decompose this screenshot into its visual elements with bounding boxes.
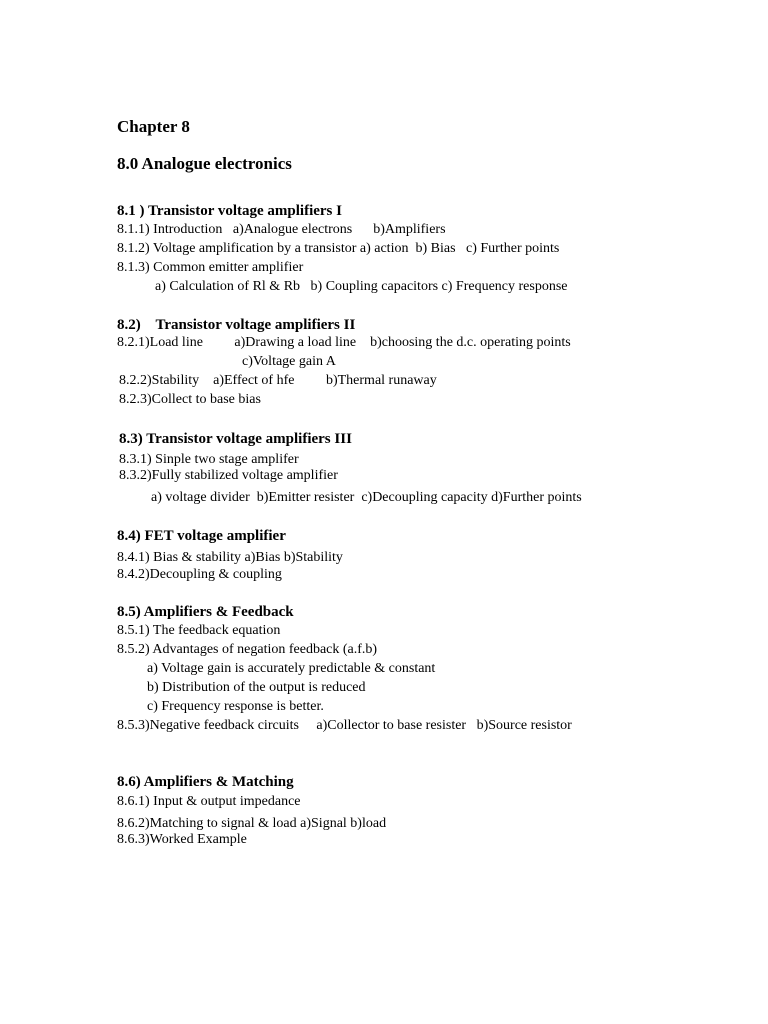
toc-line: 8.6.3)Worked Example (117, 832, 247, 847)
toc-line: 8.6.2)Matching to signal & load a)Signal b)load (117, 816, 387, 831)
toc-line: 8.2.2)Stability a)Effect of hfe b)Thermal runaway (119, 373, 437, 388)
toc-line: 8.3.1) Sinple two stage amplifer (119, 452, 299, 467)
section-heading: 8.2) Transistor voltage amplifiers II (117, 317, 356, 333)
toc-line: 8.1.2) Voltage amplification by a transistor a) action b) Bias c) Further points (117, 241, 560, 256)
toc-line: 8.6.1) Input & output impedance (117, 794, 301, 809)
toc-line: 8.4.1) Bias & stability a)Bias b)Stability (117, 550, 343, 565)
toc-line: 8.3.2)Fully stabilized voltage amplifier (119, 468, 338, 483)
toc-subline: c)Voltage gain A (242, 354, 336, 369)
chapter-title: Chapter 8 (117, 117, 190, 136)
subject-title: 8.0 Analogue electronics (117, 154, 292, 173)
toc-line: 8.1.1) Introduction a)Analogue electrons b)Amplifiers (117, 222, 446, 237)
section-heading: 8.3) Transistor voltage amplifiers III (119, 431, 352, 447)
toc-line: 8.2.3)Collect to base bias (119, 392, 261, 407)
toc-line: 8.4.2)Decoupling & coupling (117, 567, 282, 582)
toc-subline: a) voltage divider b)Emitter resister c)Decoupling capacity d)Further points (151, 490, 582, 505)
section-heading: 8.5) Amplifiers & Feedback (117, 604, 294, 620)
toc-subline: b) Distribution of the output is reduced (147, 680, 366, 695)
toc-line: 8.5.1) The feedback equation (117, 623, 281, 638)
toc-line: 8.1.3) Common emitter amplifier (117, 260, 304, 275)
toc-subline: a) Calculation of Rl & Rb b) Coupling capacitors c) Frequency response (155, 279, 568, 294)
section-heading: 8.4) FET voltage amplifier (117, 528, 286, 544)
toc-subline: c) Frequency response is better. (147, 699, 324, 714)
toc-line: 8.5.3)Negative feedback circuits a)Collector to base resister b)Source resistor (117, 718, 572, 733)
section-heading: 8.6) Amplifiers & Matching (117, 774, 294, 790)
section-heading: 8.1 ) Transistor voltage amplifiers I (117, 203, 342, 219)
toc-line: 8.5.2) Advantages of negation feedback (a.f.b) (117, 642, 378, 657)
toc-line: 8.2.1)Load line a)Drawing a load line b)choosing the d.c. operating points (117, 335, 571, 350)
toc-subline: a) Voltage gain is accurately predictable & constant (147, 661, 436, 676)
